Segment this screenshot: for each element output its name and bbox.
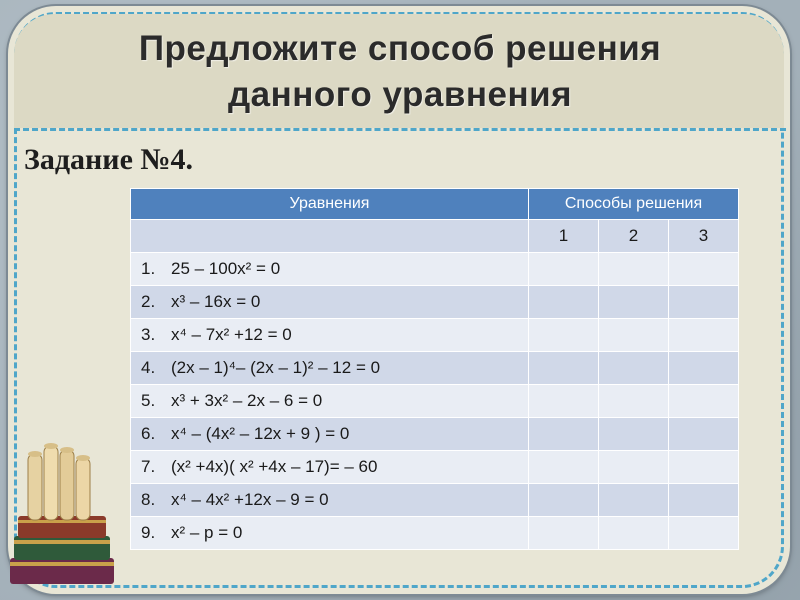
equation-text: x⁴ – (4x² – 12x + 9 ) = 0 [171, 424, 350, 443]
equation-cell [131, 451, 529, 484]
equation-text: 25 – 100x² = 0 [171, 259, 281, 278]
equation-cell [131, 286, 529, 319]
title-line-1: Предложите способ решения [138, 29, 662, 68]
table-header-row [131, 189, 739, 220]
method-cell[interactable] [529, 253, 599, 286]
method-cell[interactable] [669, 319, 739, 352]
equations-table [130, 188, 739, 550]
method-cell[interactable] [599, 385, 669, 418]
method-cell[interactable] [599, 352, 669, 385]
method-cell[interactable] [529, 319, 599, 352]
table-row [131, 418, 739, 451]
equation-number: 7. [141, 457, 156, 476]
method-cell[interactable] [599, 319, 669, 352]
method-cell[interactable] [599, 517, 669, 550]
equation-text: x³ – 16x = 0 [171, 292, 261, 311]
table-row [131, 484, 739, 517]
equation-cell [131, 352, 529, 385]
method-cell[interactable] [529, 352, 599, 385]
method-cell[interactable] [599, 286, 669, 319]
table-row [131, 253, 739, 286]
title-divider [14, 128, 786, 131]
equation-number: 9. [141, 523, 156, 542]
method-cell[interactable] [669, 451, 739, 484]
method-number-1: 1 [529, 220, 599, 253]
title-line-2: данного уравнения [227, 75, 573, 114]
method-cell[interactable] [529, 484, 599, 517]
table-row [131, 319, 739, 352]
method-cell[interactable] [529, 418, 599, 451]
header-methods: Способы решения [529, 189, 739, 220]
header-equations: Уравнения [131, 189, 529, 220]
equation-cell [131, 517, 529, 550]
equation-text: (2x – 1)⁴– (2x – 1)² – 12 = 0 [171, 358, 381, 377]
table-row [131, 352, 739, 385]
method-cell[interactable] [669, 418, 739, 451]
method-cell[interactable] [669, 352, 739, 385]
equation-text: x⁴ – 7x² +12 = 0 [171, 325, 292, 344]
books-scrolls-icon [4, 440, 122, 590]
equation-cell [131, 484, 529, 517]
equation-cell [131, 418, 529, 451]
method-number-3: 3 [669, 220, 739, 253]
equation-number: 3. [141, 325, 156, 344]
equation-number: 4. [141, 358, 156, 377]
equation-rows [131, 253, 739, 550]
method-cell[interactable] [599, 451, 669, 484]
equation-number: 6. [141, 424, 156, 443]
equation-number: 8. [141, 490, 156, 509]
equation-cell [131, 253, 529, 286]
method-number-2: 2 [599, 220, 669, 253]
table-row [131, 286, 739, 319]
equation-text: x² – p = 0 [171, 523, 243, 542]
method-number-row [131, 220, 739, 253]
table-row [131, 451, 739, 484]
equation-text: (x² +4x)( x² +4x – 17)= – 60 [171, 457, 378, 476]
slide-title [0, 26, 800, 118]
method-cell[interactable] [529, 451, 599, 484]
equation-cell [131, 385, 529, 418]
method-cell[interactable] [529, 517, 599, 550]
method-cell[interactable] [669, 286, 739, 319]
method-cell[interactable] [529, 286, 599, 319]
task-label: Задание №4. [24, 143, 194, 176]
table-row [131, 385, 739, 418]
equation-cell [131, 319, 529, 352]
equation-number: 1. [141, 259, 156, 278]
equation-text: x⁴ – 4x² +12x – 9 = 0 [171, 490, 329, 509]
equation-number: 2. [141, 292, 156, 311]
method-cell[interactable] [669, 517, 739, 550]
equation-text: x³ + 3x² – 2x – 6 = 0 [171, 391, 323, 410]
method-cell[interactable] [529, 385, 599, 418]
method-cell[interactable] [599, 253, 669, 286]
method-cell[interactable] [669, 385, 739, 418]
method-cell[interactable] [669, 253, 739, 286]
method-cell[interactable] [599, 418, 669, 451]
method-cell[interactable] [669, 484, 739, 517]
method-cell[interactable] [599, 484, 669, 517]
empty-cell [131, 220, 529, 253]
equation-number: 5. [141, 391, 156, 410]
table-row [131, 517, 739, 550]
